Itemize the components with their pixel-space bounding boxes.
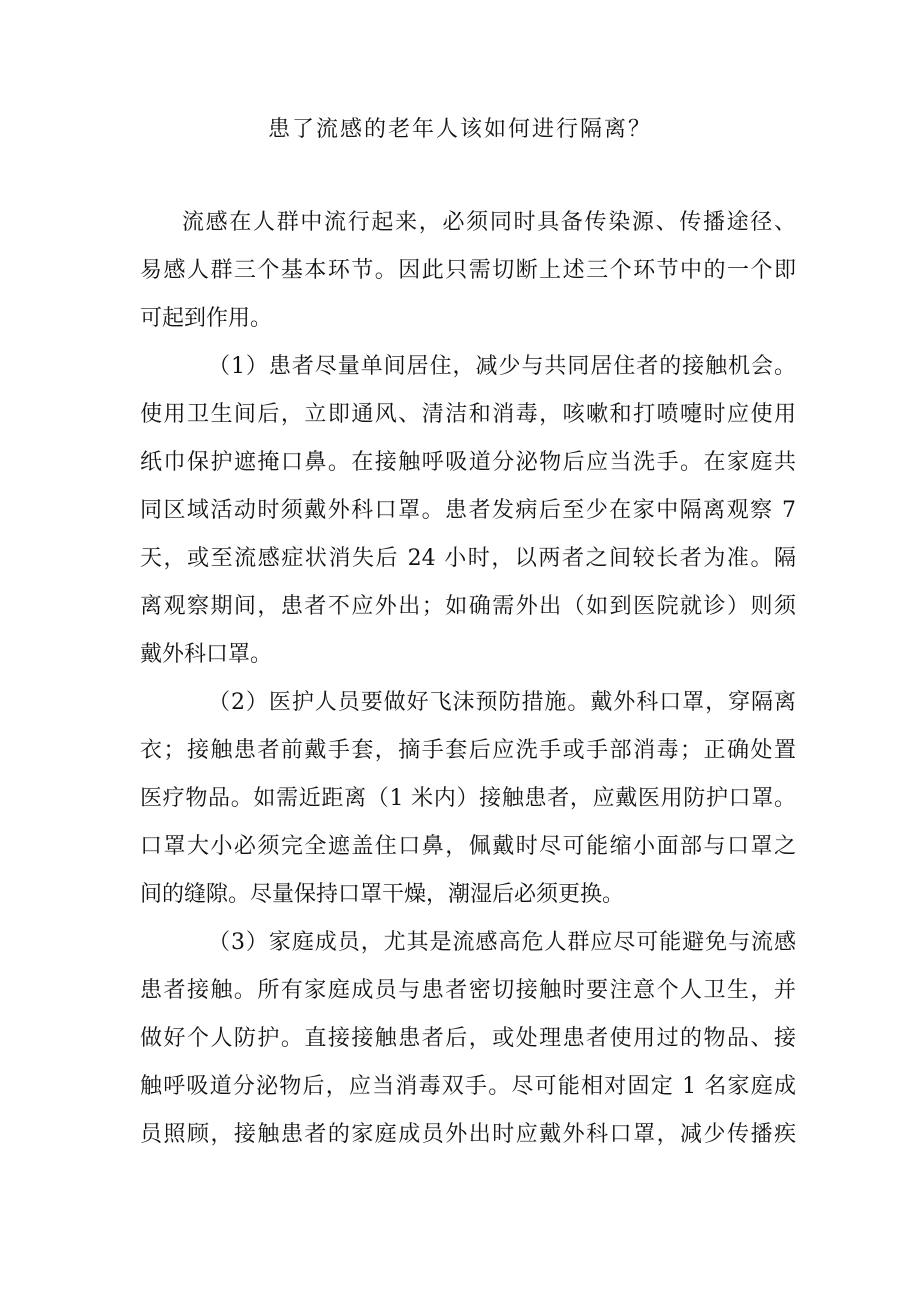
paragraph-line: 间的缝隙。尽量保持口罩干燥，潮湿后必须更换。 bbox=[140, 882, 625, 907]
paragraph-line: 易感人群三个基本环节。因此只需切断上述三个环节中的一个即 bbox=[140, 258, 796, 283]
paragraph-line: 患者接触。所有家庭成员与患者密切接触时要注意个人卫生，并 bbox=[140, 978, 796, 1003]
paragraph-line: 触呼吸道分泌物后，应当消毒双手。尽可能相对固定 1 名家庭成 bbox=[140, 1074, 796, 1099]
paragraph-line: （3）家庭成员，尤其是流感高危人群应尽可能避免与流感 bbox=[208, 930, 796, 955]
paragraph-line: 口罩大小必须完全遮盖住口鼻，佩戴时尽可能缩小面部与口罩之 bbox=[140, 834, 796, 859]
paragraph-line: 同区域活动时须戴外科口罩。患者发病后至少在家中隔离观察 7 bbox=[140, 498, 796, 523]
paragraph-line: 衣；接触患者前戴手套，摘手套后应洗手或手部消毒；正确处置 bbox=[140, 738, 796, 763]
document-title: 患了流感的老年人该如何进行隔离？ bbox=[267, 117, 652, 142]
paragraph-line: 员照顾，接触患者的家庭成员外出时应戴外科口罩，减少传播疾 bbox=[140, 1122, 796, 1147]
paragraph-line: 使用卫生间后，立即通风、清洁和消毒，咳嗽和打喷嚏时应使用 bbox=[140, 402, 796, 427]
paragraph-line: 戴外科口罩。 bbox=[140, 642, 273, 667]
paragraph-line: 医疗物品。如需近距离（1 米内）接触患者，应戴医用防护口罩。 bbox=[140, 786, 796, 811]
paragraph-line: 流感在人群中流行起来，必须同时具备传染源、传播途径、 bbox=[182, 210, 796, 235]
paragraph-line: 可起到作用。 bbox=[140, 306, 273, 331]
paragraph-line: （2）医护人员要做好飞沫预防措施。戴外科口罩，穿隔离 bbox=[208, 690, 796, 715]
paragraph-line: 天，或至流感症状消失后 24 小时，以两者之间较长者为准。隔 bbox=[140, 546, 796, 571]
paragraph-line: （1）患者尽量单间居住，减少与共同居住者的接触机会。 bbox=[208, 354, 796, 379]
paragraph-line: 做好个人防护。直接接触患者后，或处理患者使用过的物品、接 bbox=[140, 1026, 796, 1051]
paragraph-line: 纸巾保护遮掩口鼻。在接触呼吸道分泌物后应当洗手。在家庭共 bbox=[140, 450, 796, 475]
paragraph-line: 离观察期间，患者不应外出；如确需外出（如到医院就诊）则须 bbox=[140, 594, 796, 619]
